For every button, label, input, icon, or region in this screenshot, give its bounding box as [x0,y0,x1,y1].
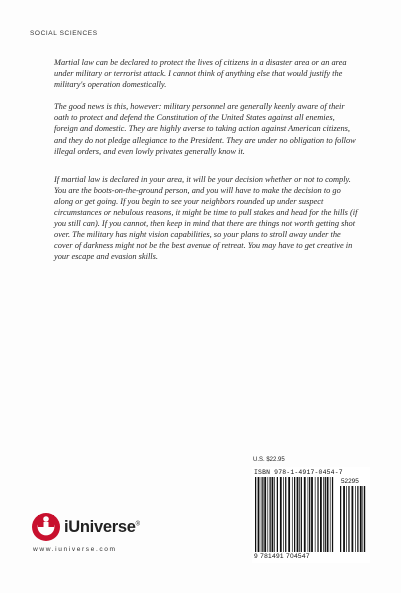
barcode-bar [277,477,278,552]
barcode-bar [274,477,275,552]
barcode-bar [258,477,260,552]
barcode-bar [308,477,309,552]
iuniverse-logo-icon [29,510,63,544]
barcode-bar [270,477,271,552]
barcode-bar [343,486,345,552]
barcode-bar [360,486,362,552]
barcode-bar [272,477,274,552]
barcode-bar [299,477,300,552]
blurb-paragraph-2: The good news is this, however: military personnel are generally keenly aware of their oath to protect and defend the Constitution of the United States against all enemies, foreign and domestic. They are highly averse to taking action against American citizens, and they do not pledge allegiance to the President. They are under no obligation to follow illegal orders, and even lowly privates generally know it. [54,102,356,156]
barcode-bar [264,477,266,552]
category-label: SOCIAL SCIENCES [30,30,98,37]
barcode-bar [346,486,347,552]
barcode-bar [297,477,299,552]
barcode-bar [292,477,293,552]
publisher-url: www.iuniverse.com [33,546,117,553]
blurb-paragraph-1: Martial law can be declared to protect the lives of citizens in a disaster area or an area under military or terrorist attack. I cannot think of anything else that would justify the military's operation domestically. [54,58,347,90]
barcode-bar [315,477,316,552]
barcode-bar [355,486,356,552]
barcode-bar [261,477,262,552]
barcode-bar [330,477,331,552]
barcode-bar [255,477,256,552]
blurb [54,57,358,274]
barcode-bar [317,477,318,552]
barcode-bar [304,477,306,552]
price-label: U.S. $22.95 [253,457,285,463]
addon-code: 52295 [341,478,359,485]
barcode-bar [311,477,313,552]
barcode-bar [352,486,354,552]
barcode-bar [301,477,302,552]
barcode-bar [323,477,324,552]
barcode-number: 9 781491 704547 [254,553,310,560]
barcode-bar [327,477,329,552]
barcode-bar [362,486,363,552]
barcode-bar [294,477,295,552]
barcode-bar [285,477,286,552]
barcode-bar [364,486,365,552]
barcode-bar [288,477,290,552]
isbn-text: ISBN 978-1-4917-0454-7 [254,469,343,476]
barcode-bar [309,477,310,552]
barcode-bar [340,486,341,552]
barcode-bar [280,477,282,552]
barcode-bar [357,486,358,552]
publisher-name: iUniverse® [64,517,140,536]
blurb-paragraph-3: If martial law is declared in your area, it will be your decision whether or not to comply. You are the boots-on-the-ground person, and you will have to make the decision to go along or get going. If you begin to see your neighbors rounded up under suspect circumstances or nebulous reasons, it might be time to pull stakes and head for the hills (if you still can). If you cannot, then keep in mind that there are things not worth getting shot over. The military has night vision capabilities, so your plans to stroll away under the cover of darkness might not be the best avenue of retreat. You may have to get creative in your escape and evasion skills. [54,174,358,262]
barcode-bar [348,486,349,552]
barcode-bar [325,477,326,552]
barcode-bar [262,477,263,552]
barcode-bar [320,477,322,552]
barcode-bar [267,477,268,552]
publisher-logo [29,512,140,542]
barcode-bar [283,477,284,552]
barcode-bar [332,477,333,552]
barcode-block [252,467,370,563]
